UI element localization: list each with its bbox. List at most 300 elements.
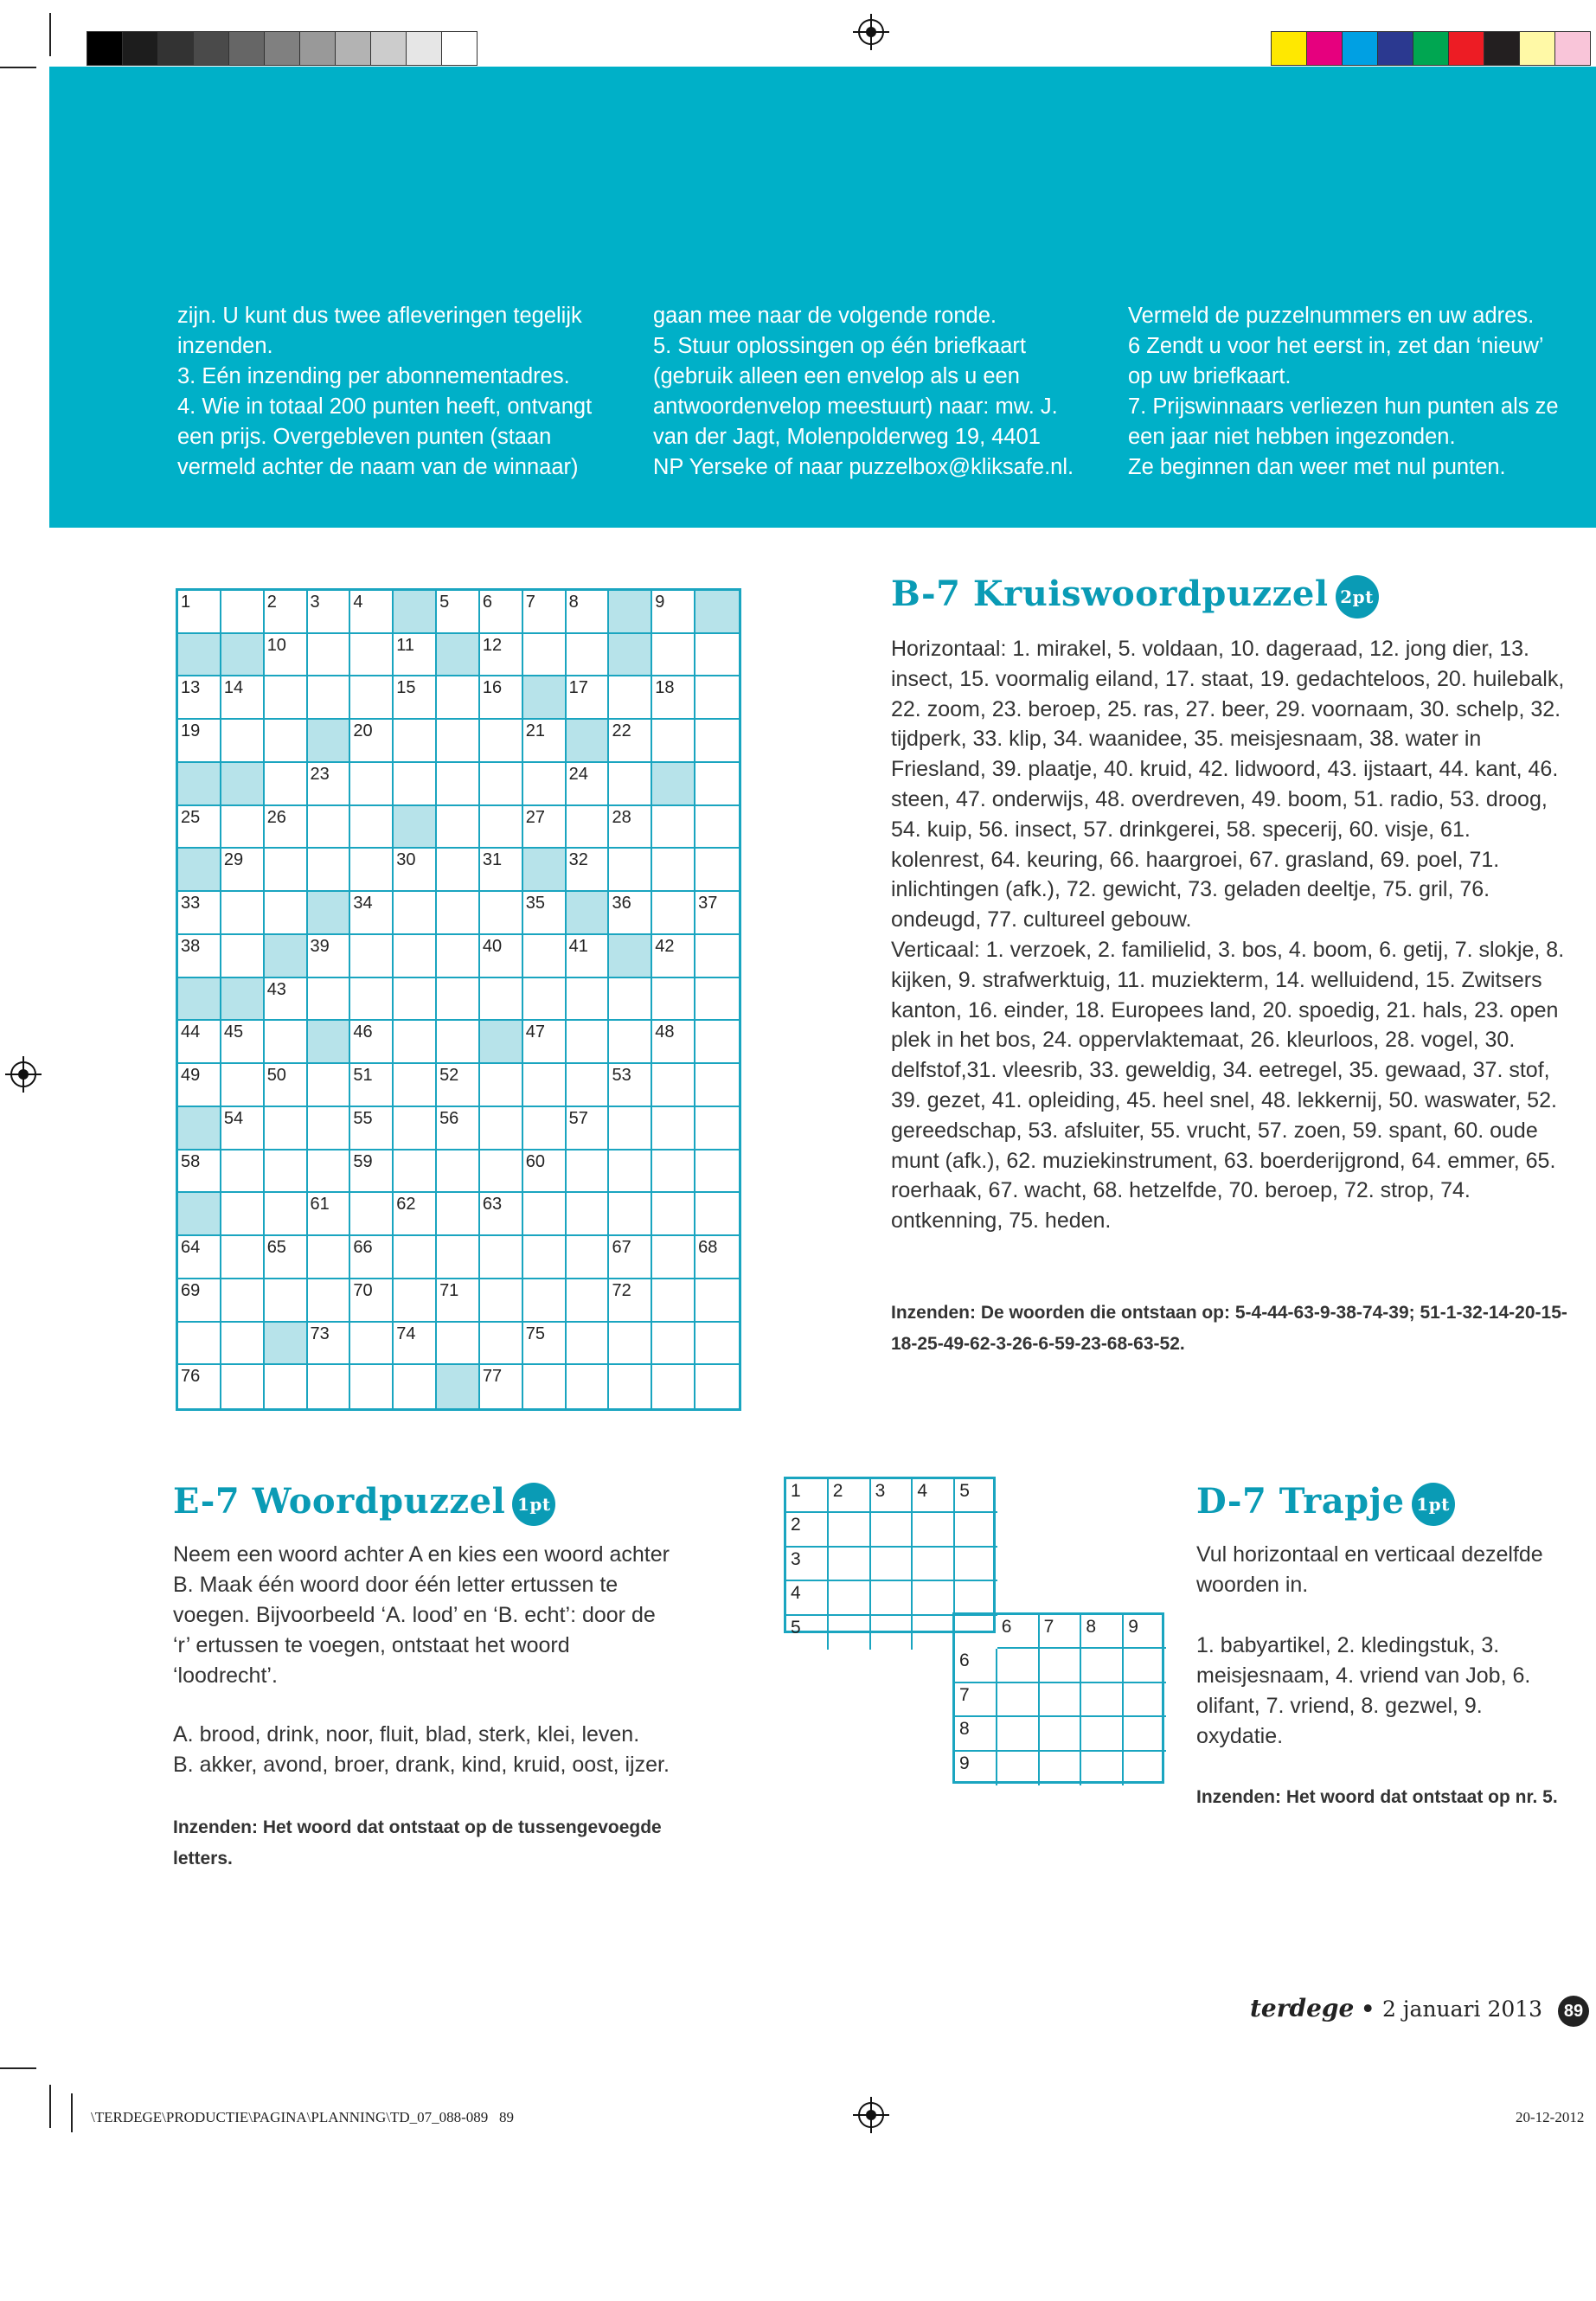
trapje-cell[interactable] [1040, 1649, 1082, 1682]
crop-mark [71, 2093, 73, 2132]
crossword-cell[interactable] [221, 892, 265, 935]
crossword-cell[interactable]: 5 [437, 591, 480, 634]
trapje-cell[interactable] [829, 1581, 871, 1615]
crossword-cell[interactable]: 32 [567, 849, 610, 892]
crossword-black-cell [308, 720, 351, 763]
crossword-cell[interactable] [221, 1150, 265, 1194]
trapje-cell[interactable] [955, 1616, 997, 1650]
trapje-cell[interactable]: 4 [913, 1479, 955, 1513]
crossword-cell[interactable] [523, 1064, 567, 1107]
crossword-cell[interactable] [609, 1365, 652, 1408]
b7-title [891, 574, 1379, 619]
crossword-cell[interactable]: 42 [652, 935, 695, 978]
crossword-cell[interactable] [652, 806, 695, 849]
crossword-cell[interactable] [567, 1279, 610, 1323]
crossword-cell[interactable] [308, 1150, 351, 1194]
registration-mark-icon [858, 19, 884, 45]
crossword-cell[interactable]: 57 [567, 1107, 610, 1150]
trapje-cell[interactable] [1124, 1649, 1166, 1682]
crossword-cell[interactable] [350, 1365, 394, 1408]
trapje-cell[interactable] [1124, 1752, 1166, 1785]
crossword-cell[interactable] [695, 1107, 739, 1150]
crossword-cell[interactable]: 70 [350, 1279, 394, 1323]
trapje-cell[interactable] [1081, 1752, 1124, 1785]
trapje-cell[interactable] [871, 1513, 913, 1547]
crossword-cell[interactable] [695, 1150, 739, 1194]
trapje-cell[interactable]: 6 [997, 1615, 1040, 1649]
e7-points-badge: 1pt [512, 1483, 555, 1526]
crossword-cell[interactable] [652, 1107, 695, 1150]
trapje-cell[interactable] [829, 1548, 871, 1581]
crossword-cell[interactable] [480, 1107, 523, 1150]
crossword-cell[interactable] [394, 1236, 437, 1279]
crossword-cell[interactable]: 15 [394, 676, 437, 720]
crossword-cell[interactable] [265, 1193, 308, 1236]
crossword-cell[interactable]: 53 [609, 1064, 652, 1107]
crossword-cell[interactable]: 39 [308, 935, 351, 978]
crossword-cell[interactable] [695, 720, 739, 763]
crossword-cell[interactable] [221, 1323, 265, 1366]
crossword-cell[interactable]: 8 [567, 591, 610, 634]
trapje-cell[interactable]: 7 [1040, 1615, 1082, 1649]
crossword-cell[interactable]: 38 [178, 935, 221, 978]
crossword-cell[interactable] [394, 720, 437, 763]
crossword-black-cell [221, 634, 265, 677]
trapje-cell[interactable] [913, 1581, 955, 1615]
crossword-cell[interactable] [567, 1193, 610, 1236]
crossword-cell[interactable] [437, 676, 480, 720]
crossword-cell[interactable]: 51 [350, 1064, 394, 1107]
crossword-cell[interactable] [523, 1193, 567, 1236]
crossword-cell[interactable]: 22 [609, 720, 652, 763]
crossword-cell[interactable]: 59 [350, 1150, 394, 1194]
crossword-cell[interactable] [652, 634, 695, 677]
crossword-cell[interactable]: 65 [265, 1236, 308, 1279]
crossword-cell[interactable]: 29 [221, 849, 265, 892]
crossword-cell[interactable]: 61 [308, 1193, 351, 1236]
trapje-cell[interactable]: 1 [786, 1479, 829, 1513]
print-date: 20-12-2012 [1516, 2109, 1585, 2125]
crossword-cell[interactable] [695, 849, 739, 892]
crossword-cell[interactable] [652, 892, 695, 935]
crossword-cell[interactable]: 75 [523, 1323, 567, 1366]
crossword-cell[interactable]: 13 [178, 676, 221, 720]
crossword-cell[interactable] [350, 806, 394, 849]
trapje-cell[interactable] [913, 1616, 955, 1650]
crossword-cell[interactable] [695, 1365, 739, 1408]
crossword-cell[interactable]: 67 [609, 1236, 652, 1279]
crossword-cell[interactable] [695, 978, 739, 1022]
crossword-cell[interactable] [350, 935, 394, 978]
registration-mark-icon [858, 2102, 884, 2128]
crossword-cell[interactable] [609, 978, 652, 1022]
crossword-cell[interactable] [437, 978, 480, 1022]
crossword-cell[interactable] [652, 1193, 695, 1236]
crossword-cell[interactable] [480, 763, 523, 806]
trapje-cell[interactable]: 7 [955, 1683, 997, 1717]
crossword-cell[interactable] [265, 720, 308, 763]
crossword-cell[interactable] [437, 849, 480, 892]
crossword-cell[interactable]: 74 [394, 1323, 437, 1366]
crossword-cell[interactable] [437, 1150, 480, 1194]
trapje-cell[interactable] [1040, 1717, 1082, 1751]
crossword-cell[interactable]: 35 [523, 892, 567, 935]
trapje-cell[interactable] [997, 1717, 1040, 1751]
crossword-cell[interactable] [480, 892, 523, 935]
crossword-black-cell [523, 676, 567, 720]
crossword-cell[interactable]: 10 [265, 634, 308, 677]
crossword-cell[interactable]: 71 [437, 1279, 480, 1323]
crossword-cell[interactable]: 69 [178, 1279, 221, 1323]
trapje-cell[interactable] [1124, 1717, 1166, 1751]
crossword-cell[interactable] [437, 1236, 480, 1279]
crossword-cell[interactable]: 4 [350, 591, 394, 634]
crossword-black-cell [652, 763, 695, 806]
crossword-cell[interactable] [609, 676, 652, 720]
crossword-cell[interactable]: 27 [523, 806, 567, 849]
crossword-cell[interactable] [394, 1107, 437, 1150]
crossword-cell[interactable]: 12 [480, 634, 523, 677]
crossword-cell[interactable]: 18 [652, 676, 695, 720]
crossword-cell[interactable]: 68 [695, 1236, 739, 1279]
crossword-cell[interactable]: 60 [523, 1150, 567, 1194]
trapje-cell[interactable]: 9 [1124, 1615, 1166, 1649]
crossword-cell[interactable] [609, 1323, 652, 1366]
trapje-cell[interactable]: 8 [955, 1717, 997, 1751]
crossword-cell[interactable] [350, 676, 394, 720]
registration-mark-icon [10, 1061, 36, 1087]
crossword-cell[interactable]: 52 [437, 1064, 480, 1107]
crossword-cell[interactable] [523, 978, 567, 1022]
crossword-cell[interactable] [394, 1150, 437, 1194]
crossword-cell[interactable] [308, 978, 351, 1022]
crossword-cell[interactable]: 41 [567, 935, 610, 978]
crossword-cell[interactable] [308, 1107, 351, 1150]
crossword-cell[interactable]: 9 [652, 591, 695, 634]
trapje-cell[interactable] [997, 1649, 1040, 1682]
crossword-cell[interactable]: 47 [523, 1021, 567, 1064]
crossword-cell[interactable]: 34 [350, 892, 394, 935]
trapje-cell[interactable] [871, 1616, 913, 1650]
crossword-cell[interactable] [523, 1236, 567, 1279]
crossword-cell[interactable] [695, 1021, 739, 1064]
crossword-cell[interactable] [523, 1279, 567, 1323]
crossword-black-cell [437, 634, 480, 677]
crossword-cell[interactable] [652, 1323, 695, 1366]
trapje-cell[interactable]: 4 [786, 1581, 829, 1615]
d7-clues: 1. babyartikel, 2. kledingstuk, 3. meisjesnaam, 4. vriend van Job, 6. olifant, 7. vriend, 8. gezwel, 9. oxydatie. [1196, 1633, 1531, 1748]
b7-points-badge: 2pt [1336, 575, 1379, 619]
crossword-cell[interactable] [567, 1323, 610, 1366]
crossword-cell[interactable] [523, 763, 567, 806]
crossword-cell[interactable] [437, 720, 480, 763]
crossword-cell[interactable] [609, 1021, 652, 1064]
trapje-cell[interactable]: 8 [1081, 1615, 1124, 1649]
b7-title-text: B-7 Kruiswoordpuzzel [891, 574, 1329, 614]
crossword-cell[interactable] [437, 1323, 480, 1366]
trapje-cell[interactable] [829, 1616, 871, 1650]
crossword-cell[interactable] [695, 676, 739, 720]
crossword-cell[interactable]: 72 [609, 1279, 652, 1323]
crossword-cell[interactable]: 7 [523, 591, 567, 634]
crossword-cell[interactable] [695, 806, 739, 849]
crossword-cell[interactable] [221, 935, 265, 978]
crossword-cell[interactable] [695, 763, 739, 806]
crossword-cell[interactable]: 54 [221, 1107, 265, 1150]
crossword-cell[interactable]: 40 [480, 935, 523, 978]
b7-send-instructions: Inzenden: De woorden die ontstaan op: 5-4-44-63-9-38-74-39; 51-1-32-14-20-15-18-25-49-62-3-26-6-59-23-68-63-52. [891, 1303, 1567, 1354]
crossword-cell[interactable]: 44 [178, 1021, 221, 1064]
trapje-cell[interactable] [997, 1683, 1040, 1717]
crossword-cell[interactable]: 48 [652, 1021, 695, 1064]
crossword-cell[interactable] [567, 806, 610, 849]
crossword-cell[interactable]: 6 [480, 591, 523, 634]
e7-title-text: E-7 Woordpuzzel [173, 1481, 506, 1522]
crossword-cell[interactable] [308, 1365, 351, 1408]
crossword-cell[interactable] [308, 849, 351, 892]
crossword-cell[interactable]: 14 [221, 676, 265, 720]
crossword-cell[interactable]: 28 [609, 806, 652, 849]
crossword-cell[interactable] [567, 1064, 610, 1107]
trapje-cell[interactable] [997, 1752, 1040, 1785]
crossword-cell[interactable] [609, 1193, 652, 1236]
e7-list-a: A. brood, drink, noor, fluit, blad, sterk, klei, leven. [173, 1722, 640, 1747]
crossword-cell[interactable] [652, 1279, 695, 1323]
crossword-cell[interactable] [652, 1236, 695, 1279]
crossword-cell[interactable]: 73 [308, 1323, 351, 1366]
crossword-black-cell [437, 1365, 480, 1408]
crossword-cell[interactable] [394, 935, 437, 978]
crossword-cell[interactable] [350, 763, 394, 806]
crossword-cell[interactable] [523, 935, 567, 978]
crossword-cell[interactable]: 36 [609, 892, 652, 935]
crossword-cell[interactable] [221, 591, 265, 634]
crossword-cell[interactable] [308, 676, 351, 720]
trapje-cell[interactable] [1081, 1649, 1124, 1682]
trapje-cell[interactable]: 2 [786, 1513, 829, 1547]
crossword-black-cell [221, 978, 265, 1022]
crossword-cell[interactable]: 46 [350, 1021, 394, 1064]
d7-send-instructions: Inzenden: Het woord dat ontstaat op nr. 5. [1196, 1787, 1558, 1807]
trapje-cell[interactable]: 3 [786, 1548, 829, 1581]
trapje-cell[interactable] [913, 1513, 955, 1547]
crossword-cell[interactable] [221, 1279, 265, 1323]
crossword-black-cell [609, 591, 652, 634]
crossword-cell[interactable]: 56 [437, 1107, 480, 1150]
crossword-cell[interactable]: 30 [394, 849, 437, 892]
crossword-cell[interactable] [350, 978, 394, 1022]
crossword-cell[interactable] [221, 806, 265, 849]
trapje-cell[interactable]: 3 [871, 1479, 913, 1513]
crossword-cell[interactable] [308, 1236, 351, 1279]
crossword-cell[interactable]: 25 [178, 806, 221, 849]
crop-mark [0, 2067, 36, 2069]
crop-mark [49, 2085, 51, 2128]
crossword-cell[interactable] [567, 634, 610, 677]
crossword-cell[interactable] [652, 1064, 695, 1107]
crossword-cell[interactable] [221, 1064, 265, 1107]
crossword-cell[interactable] [695, 634, 739, 677]
crossword-cell[interactable]: 21 [523, 720, 567, 763]
crossword-cell[interactable]: 66 [350, 1236, 394, 1279]
crossword-black-cell [695, 591, 739, 634]
crossword-cell[interactable] [695, 1064, 739, 1107]
crossword-cell[interactable]: 20 [350, 720, 394, 763]
trapje-cell[interactable] [955, 1581, 997, 1615]
trapje-cell[interactable] [871, 1548, 913, 1581]
crossword-cell[interactable] [265, 892, 308, 935]
crossword-cell[interactable] [394, 892, 437, 935]
crossword-cell[interactable] [394, 978, 437, 1022]
crossword-cell[interactable] [394, 763, 437, 806]
crossword-cell[interactable] [652, 720, 695, 763]
crossword-cell[interactable] [394, 1021, 437, 1064]
crossword-cell[interactable] [394, 1279, 437, 1323]
trapje-cell[interactable]: 5 [955, 1479, 997, 1513]
trapje-cell[interactable] [1040, 1752, 1082, 1785]
crossword-cell[interactable]: 1 [178, 591, 221, 634]
crossword-cell[interactable] [437, 935, 480, 978]
crossword-cell[interactable] [609, 1150, 652, 1194]
crossword-cell[interactable] [308, 634, 351, 677]
crossword-cell[interactable] [523, 1107, 567, 1150]
trapje-cell[interactable] [955, 1513, 997, 1547]
crossword-cell[interactable] [350, 1193, 394, 1236]
crossword-cell[interactable] [567, 1150, 610, 1194]
crossword-black-cell [609, 935, 652, 978]
crossword-cell[interactable] [437, 1193, 480, 1236]
crossword-cell[interactable] [265, 1279, 308, 1323]
crossword-black-cell [308, 892, 351, 935]
crossword-cell[interactable] [221, 1365, 265, 1408]
crossword-cell[interactable] [480, 978, 523, 1022]
crossword-cell[interactable]: 58 [178, 1150, 221, 1194]
trapje-cell[interactable] [1040, 1683, 1082, 1717]
crossword-cell[interactable] [480, 1150, 523, 1194]
crossword-cell[interactable] [567, 1365, 610, 1408]
crossword-cell[interactable] [178, 1323, 221, 1366]
crossword-cell[interactable]: 62 [394, 1193, 437, 1236]
crossword-cell[interactable]: 24 [567, 763, 610, 806]
crossword-cell[interactable] [480, 720, 523, 763]
crossword-cell[interactable]: 23 [308, 763, 351, 806]
crossword-cell[interactable] [437, 1021, 480, 1064]
crossword-cell[interactable] [480, 1236, 523, 1279]
crossword-cell[interactable] [652, 849, 695, 892]
crossword-cell[interactable] [480, 1279, 523, 1323]
crossword-cell[interactable] [265, 1150, 308, 1194]
trapje-cell[interactable]: 6 [955, 1649, 997, 1682]
crossword-cell[interactable] [265, 676, 308, 720]
crossword-cell[interactable] [437, 892, 480, 935]
crossword-cell[interactable] [609, 849, 652, 892]
crossword-cell[interactable] [695, 1323, 739, 1366]
crossword-cell[interactable] [350, 634, 394, 677]
trapje-cell[interactable] [1124, 1683, 1166, 1717]
crossword-cell[interactable]: 31 [480, 849, 523, 892]
crossword-cell[interactable]: 50 [265, 1064, 308, 1107]
crossword-cell[interactable] [350, 849, 394, 892]
crossword-cell[interactable] [265, 763, 308, 806]
crossword-cell[interactable]: 37 [695, 892, 739, 935]
trapje-cell[interactable] [1081, 1683, 1124, 1717]
crossword-cell[interactable] [221, 1193, 265, 1236]
crossword-cell[interactable] [394, 1064, 437, 1107]
crossword-cell[interactable] [652, 1150, 695, 1194]
crossword-cell[interactable] [523, 1365, 567, 1408]
trapje-cell[interactable]: 9 [955, 1752, 997, 1785]
d7-title [1196, 1481, 1455, 1526]
crossword-cell[interactable]: 19 [178, 720, 221, 763]
crossword-cell[interactable] [308, 1064, 351, 1107]
crossword-cell[interactable]: 43 [265, 978, 308, 1022]
crossword-cell[interactable]: 17 [567, 676, 610, 720]
crossword-cell[interactable] [437, 763, 480, 806]
crossword-cell[interactable]: 26 [265, 806, 308, 849]
crossword-cell[interactable] [609, 763, 652, 806]
trapje-cell[interactable] [871, 1581, 913, 1615]
crossword-cell[interactable] [350, 1323, 394, 1366]
crossword-cell[interactable]: 64 [178, 1236, 221, 1279]
crossword-cell[interactable]: 3 [308, 591, 351, 634]
trapje-cell[interactable] [1081, 1717, 1124, 1751]
d7-title-text: D-7 Trapje [1196, 1481, 1405, 1522]
crossword-cell[interactable]: 11 [394, 634, 437, 677]
crossword-cell[interactable] [437, 806, 480, 849]
trapje-cell[interactable] [829, 1513, 871, 1547]
crossword-cell[interactable] [695, 1193, 739, 1236]
crossword-cell[interactable] [480, 1323, 523, 1366]
crop-mark [0, 67, 36, 68]
trapje-cell[interactable] [913, 1548, 955, 1581]
trapje-cell[interactable] [955, 1548, 997, 1581]
crossword-cell[interactable] [567, 1236, 610, 1279]
crossword-cell[interactable] [394, 1365, 437, 1408]
crossword-cell[interactable]: 45 [221, 1021, 265, 1064]
crossword-cell[interactable] [265, 849, 308, 892]
crossword-black-cell [394, 591, 437, 634]
crossword-cell[interactable] [523, 634, 567, 677]
crossword-cell[interactable]: 55 [350, 1107, 394, 1150]
crossword-cell[interactable] [695, 1279, 739, 1323]
crossword-cell[interactable] [265, 1021, 308, 1064]
crossword-cell[interactable] [221, 720, 265, 763]
crossword-cell[interactable] [308, 806, 351, 849]
crossword-cell[interactable]: 2 [265, 591, 308, 634]
trapje-cell[interactable]: 5 [786, 1616, 829, 1650]
crossword-cell[interactable] [265, 1107, 308, 1150]
crossword-cell[interactable]: 49 [178, 1064, 221, 1107]
crossword-cell[interactable] [567, 1021, 610, 1064]
crossword-cell[interactable] [265, 1365, 308, 1408]
crossword-cell[interactable] [695, 935, 739, 978]
crossword-cell[interactable]: 33 [178, 892, 221, 935]
crossword-cell[interactable] [308, 1279, 351, 1323]
crossword-cell[interactable] [567, 978, 610, 1022]
crossword-cell[interactable] [652, 978, 695, 1022]
crossword-cell[interactable]: 77 [480, 1365, 523, 1408]
crossword-cell[interactable] [652, 1365, 695, 1408]
crossword-cell[interactable]: 63 [480, 1193, 523, 1236]
crossword-cell[interactable] [480, 806, 523, 849]
crossword-cell[interactable] [221, 1236, 265, 1279]
crossword-black-cell [221, 763, 265, 806]
trapje-cell[interactable]: 2 [829, 1479, 871, 1513]
crossword-cell[interactable]: 16 [480, 676, 523, 720]
crossword-cell[interactable] [480, 1064, 523, 1107]
crossword-cell[interactable]: 76 [178, 1365, 221, 1408]
crossword-cell[interactable] [609, 1107, 652, 1150]
